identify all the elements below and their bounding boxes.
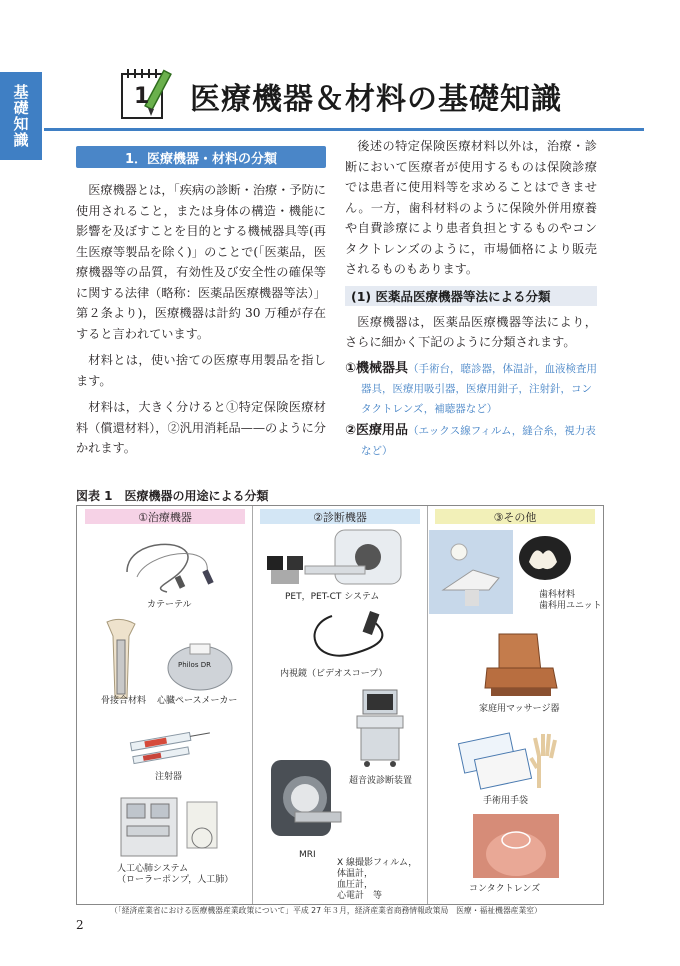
item-examples: （手術台，聴診器，体温計，血液検査用器具，医療用吸引器，医療用鉗子，注射針，コンタクトレンズ，補聴器など） <box>361 362 598 415</box>
ultrasound-image <box>349 688 409 768</box>
figure-box <box>76 505 604 905</box>
list-item <box>345 359 597 419</box>
paragraph: 後述の特定保険医療材料以外は，治療・診断において医療者が使用するものは保険診療では患者に使用料等を求めることはできません。一方，歯科材料のように保険外併用療養や自費診療により患者負担とするものやコンタクトレンズのように，市場価格により販売されるものもあります。 <box>345 139 597 276</box>
contact-lens-image <box>473 814 559 878</box>
dental-material-image <box>517 532 573 582</box>
label-catheter: カテーテル <box>147 600 192 610</box>
pet-ct-image <box>265 526 415 590</box>
page-number: 2 <box>76 918 84 932</box>
paragraph: 材料は，大きく分けると①特定保険医療材料（償還材料），②汎用消耗品——のように分かれます。 <box>76 400 326 455</box>
label-heart-lung-2: （ローラーポンプ，人工肺） <box>117 875 234 885</box>
label-ultrasound: 超音波診断装置 <box>349 776 413 786</box>
label-dental-1: 歯科材料 <box>539 590 576 600</box>
item-examples: （エックス線フィルム，縫合糸，視力表など） <box>361 424 596 457</box>
column-divider <box>427 506 428 904</box>
column-divider <box>252 506 253 904</box>
label-syringe: 注射器 <box>155 772 183 782</box>
chapter-header <box>120 58 580 128</box>
label-xray-4: 心電計 等 <box>337 891 383 901</box>
label-mri: MRI <box>299 850 316 860</box>
left-column <box>76 146 326 465</box>
section-heading: 1．医療機器・材料の分類 <box>76 146 326 168</box>
label-surgical-gloves: 手術用手袋 <box>483 796 529 806</box>
figure-source: （「経済産業省における医療機器産業政策について」平成 27 年３月，経済産業省商務情報政策局 医療・福祉機器産業室） <box>110 906 542 915</box>
mri-image <box>265 756 345 846</box>
label-endoscope: 内視鏡（ビデオスコープ） <box>280 669 388 679</box>
surgical-gloves-image <box>457 728 565 790</box>
label-xray-3: 血圧計， <box>337 880 374 890</box>
paragraph: 材料とは，使い捨ての医療専用製品を指します。 <box>76 353 326 388</box>
label-pacemaker-brand: Philos DR <box>178 661 211 669</box>
category-treatment: ①治療機器 <box>85 509 245 524</box>
item-label: ①機械器具 <box>345 360 409 376</box>
paragraph: 医療機器は，医薬品医療機器等法により，さらに細かく下記のように分類されます。 <box>345 314 597 349</box>
chapter-title: 医療機器＆材料の基礎知識 <box>190 82 562 117</box>
side-tab: 基礎知識 <box>0 72 42 160</box>
dental-unit-image <box>429 530 513 614</box>
massage-chair-image <box>477 628 567 700</box>
label-bone-implant: 骨接合材料 <box>101 696 147 706</box>
category-other: ③その他 <box>435 509 595 524</box>
item-label: ②医療用品 <box>345 422 409 438</box>
label-xray-2: 体温計， <box>337 869 374 879</box>
label-contact-lens: コンタクトレンズ <box>469 884 541 894</box>
label-xray-1: X 線撮影フィルム， <box>337 858 418 868</box>
bone-implant-image <box>101 618 141 704</box>
figure-caption: 図表 1 医療機器の用途による分類 <box>76 489 269 503</box>
label-pet-ct: PET，PET-CT システム <box>285 592 380 602</box>
right-column <box>345 136 597 463</box>
label-massage-chair: 家庭用マッサージ器 <box>479 704 560 714</box>
label-dental-2: 歯科用ユニット <box>539 601 602 611</box>
label-heart-lung-1: 人工心肺システム <box>117 864 189 874</box>
paragraph: 医療機器とは，「疾病の診断・治療・予防に使用されること，または身体の構造・機能に影響を及ぼすことを目的とする機械器具等(再生医療等製品を除く)」のことで(「医薬品，医療機器等の品質，有効性及び安全性の確保等に関する法律（略称：医薬品医療機器等法）」第２条より)，医療機器は計約 30 万種が存在すると言われています。 <box>76 183 326 341</box>
category-diagnosis: ②診断機器 <box>260 509 420 524</box>
chapter-number: 1 <box>134 84 150 109</box>
syringe-image <box>125 718 215 768</box>
heart-lung-machine-image <box>117 792 227 862</box>
header-rule <box>44 128 644 131</box>
catheter-image <box>117 532 227 598</box>
subsection-heading: (1) 医薬品医療機器等法による分類 <box>345 286 597 306</box>
list-item <box>345 421 597 461</box>
endoscope-image <box>302 606 402 666</box>
label-pacemaker: 心臓ペースメーカー <box>157 696 238 706</box>
